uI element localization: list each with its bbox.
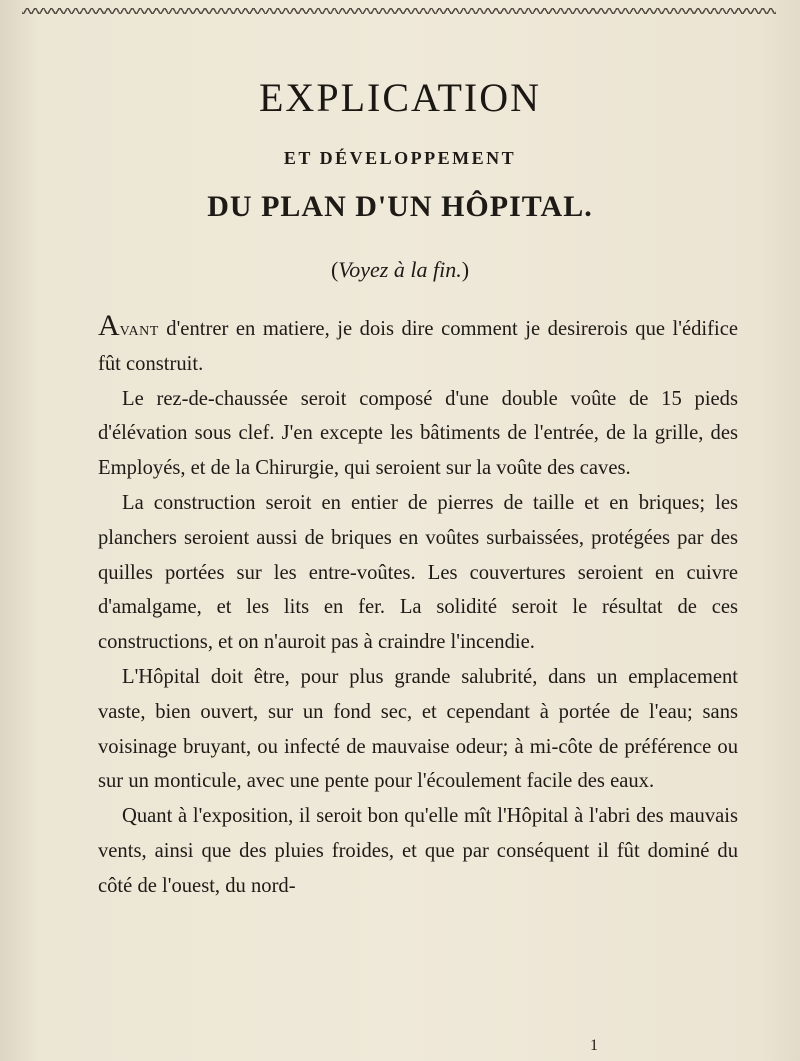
paragraph-1-text: d'entrer en matiere, je dois dire comment je desirerois que l'édifice fût construit. — [98, 318, 738, 375]
reference-open-paren: ( — [330, 257, 339, 282]
paragraph-4: L'Hôpital doit être, pour plus grande salubrité, dans un emplacement vaste, bien ouvert, sur un fond sec, et cependant à portée de l'eau; sans voisinage bruyant, ou infecté de mauvaise odeur; à mi-côte de préférence ou sur un monticule, avec une pente pour l'écoulement facile des eaux. — [98, 665, 738, 793]
page-title: EXPLICATION — [259, 75, 541, 120]
reference-note — [0, 257, 800, 283]
paragraph-5: Quant à l'exposition, il seroit bon qu'elle mît l'Hôpital à l'abri des mauvais vents, ainsi que des pluies froides, et que par conséquent il fût dominé du côté de l'ouest, du nord- — [98, 805, 738, 897]
body-text — [98, 309, 738, 904]
page-subtitle: ET DÉVELOPPEMENT — [283, 148, 517, 168]
page-signature: 1 — [590, 1037, 598, 1054]
ornamental-rule — [22, 8, 776, 14]
drop-cap: A — [98, 309, 120, 342]
page-title-secondary: DU PLAN D'UN HÔPITAL. — [207, 190, 593, 223]
paragraph-1 — [98, 309, 738, 382]
small-caps-word: vant — [119, 318, 159, 340]
paragraph-3: La construction seroit en entier de pierres de taille et en briques; les planchers seroient aussi de briques en voûtes surbaissées, protégées par des quilles portées sur les entre-voûtes. Les couvertures seroient en cuivre d'amalgame, et les lits en fer. La solidité seroit le résultat de ces constructions, et on n'auroit pas à craindre l'incendie. — [98, 491, 738, 654]
reference-text: Voyez à la fin. — [338, 257, 462, 282]
reference-close-paren: ) — [461, 257, 470, 282]
paragraph-2: Le rez-de-chaussée seroit composé d'une double voûte de 15 pieds d'élévation sous clef. J'en excepte les bâtiments de l'entrée, de la grille, des Employés, et de la Chirurgie, qui seroient sur la voûte des caves. — [98, 387, 738, 480]
